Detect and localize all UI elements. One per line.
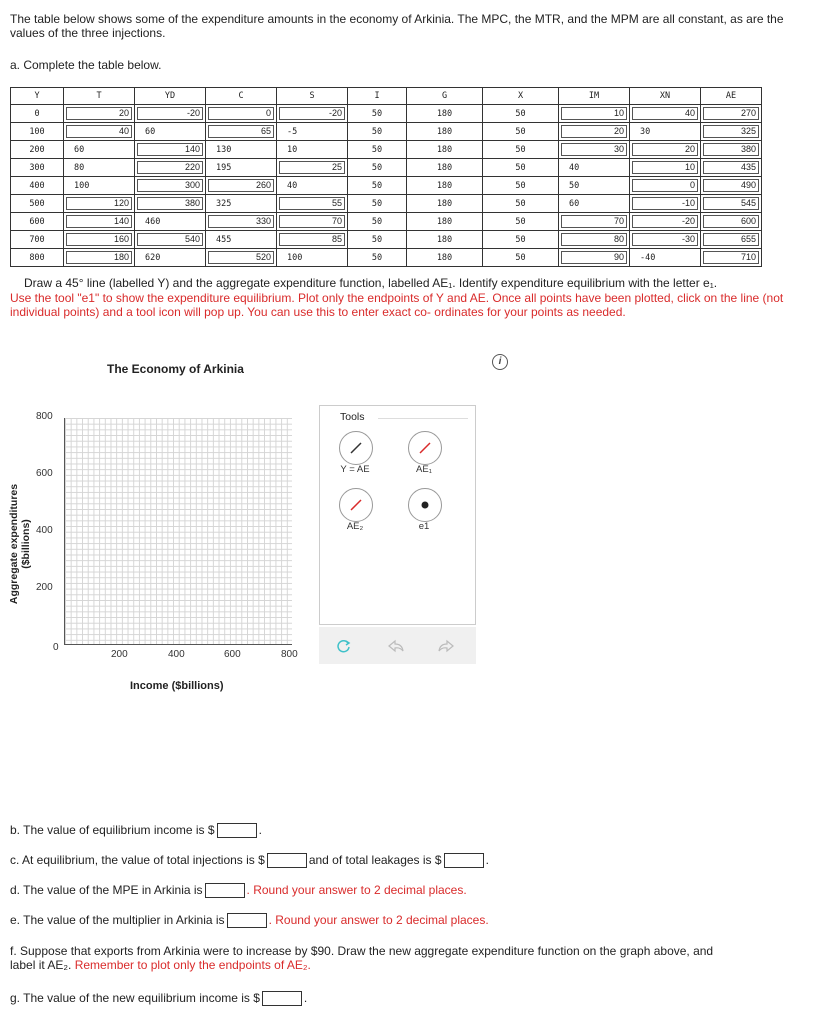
table-cell bbox=[701, 141, 762, 159]
table-cell-y: 0 bbox=[11, 105, 64, 123]
question-d bbox=[10, 883, 467, 898]
table-cell bbox=[559, 213, 630, 231]
table-cell-y: 400 bbox=[11, 177, 64, 195]
table-cell-i: 50 bbox=[348, 141, 407, 159]
table-input-im[interactable]: 80 bbox=[561, 233, 627, 246]
table-input-yd[interactable]: 220 bbox=[137, 161, 203, 174]
table-input-t[interactable]: 120 bbox=[66, 197, 132, 210]
table-cell-i: 50 bbox=[348, 231, 407, 249]
table-cell-x: 50 bbox=[483, 249, 559, 267]
instructions bbox=[10, 276, 814, 319]
table-cell bbox=[559, 249, 630, 267]
table-cell bbox=[701, 105, 762, 123]
table-input-xn[interactable]: 20 bbox=[632, 143, 698, 156]
table-cell bbox=[630, 231, 701, 249]
table-cell-s: -5 bbox=[277, 123, 348, 141]
table-cell bbox=[701, 177, 762, 195]
table-cell bbox=[277, 231, 348, 249]
table-cell bbox=[64, 195, 135, 213]
question-f-text: f. Suppose that exports from Arkinia were to increase by $90. Draw the new aggregate expenditure function on the graph above, and bbox=[10, 944, 714, 958]
x-tick: 200 bbox=[111, 649, 128, 660]
tool-ae1-label: AE₁ bbox=[416, 464, 432, 475]
table-input-ae[interactable]: 325 bbox=[703, 125, 759, 138]
column-header-t: T bbox=[64, 88, 135, 105]
table-cell bbox=[135, 105, 206, 123]
table-cell-g: 180 bbox=[407, 159, 483, 177]
table-cell bbox=[559, 231, 630, 249]
table-cell bbox=[206, 177, 277, 195]
y-tick: 400 bbox=[36, 525, 53, 536]
column-header-ae: AE bbox=[701, 88, 762, 105]
table-cell-yd: 620 bbox=[135, 249, 206, 267]
table-input-im[interactable]: 90 bbox=[561, 251, 627, 264]
x-tick: 400 bbox=[168, 649, 185, 660]
question-f-label-text: label it AE₂. bbox=[10, 958, 72, 972]
table-input-yd[interactable]: -20 bbox=[137, 107, 203, 120]
tool-y-ae-label: Y = AE bbox=[340, 464, 370, 475]
instruction-line-1: Draw a 45° line (labelled Y) and the aggregate expenditure function, labelled AE₁. Identify expenditure equilibrium with the letter e₁. bbox=[24, 276, 718, 290]
table-input-t[interactable]: 40 bbox=[66, 125, 132, 138]
y-axis-label: Aggregate expenditures ($billions) bbox=[8, 483, 32, 605]
column-header-yd: YD bbox=[135, 88, 206, 105]
total-leakages-input[interactable] bbox=[444, 853, 484, 868]
table-cell-y: 200 bbox=[11, 141, 64, 159]
table-input-yd[interactable]: 140 bbox=[137, 143, 203, 156]
question-d-text: d. The value of the MPE in Arkinia is bbox=[10, 883, 203, 897]
table-cell-yd: 460 bbox=[135, 213, 206, 231]
table-cell-i: 50 bbox=[348, 105, 407, 123]
question-c: c. At equilibrium, the value of total injections is $ and of total leakages is $ . bbox=[10, 853, 489, 867]
table-cell-i: 50 bbox=[348, 195, 407, 213]
y-tick: 600 bbox=[36, 468, 53, 479]
instruction-line-2: Use the tool "e1" to show the expenditure equilibrium. Plot only the endpoints of Y and AE. Once all points have been plotted, click on the line (not individual points) and a tool icon will pop up. You can use this to enter exact co- ordinates for your points as needed. bbox=[10, 291, 784, 319]
table-cell-g: 180 bbox=[407, 141, 483, 159]
table-input-xn[interactable]: 0 bbox=[632, 179, 698, 192]
tool-e1-button[interactable] bbox=[408, 488, 442, 522]
table-cell-x: 50 bbox=[483, 213, 559, 231]
table-row bbox=[11, 105, 762, 123]
table-cell bbox=[135, 231, 206, 249]
undo-icon[interactable] bbox=[387, 639, 405, 653]
chart-title: The Economy of Arkinia bbox=[107, 362, 244, 376]
table-row bbox=[11, 159, 762, 177]
table-row bbox=[11, 231, 762, 249]
table-cell-i: 50 bbox=[348, 123, 407, 141]
table-cell bbox=[630, 213, 701, 231]
table-cell bbox=[630, 105, 701, 123]
table-input-c[interactable]: 0 bbox=[208, 107, 274, 120]
question-b: b. The value of equilibrium income is $ . bbox=[10, 823, 262, 837]
redo-icon[interactable] bbox=[437, 639, 455, 653]
reset-icon[interactable] bbox=[336, 638, 352, 654]
table-input-ae[interactable]: 710 bbox=[703, 251, 759, 264]
point-icon bbox=[420, 500, 430, 510]
question-e-hint: . Round your answer to 2 decimal places. bbox=[268, 913, 489, 927]
table-cell-g: 180 bbox=[407, 177, 483, 195]
x-tick: 800 bbox=[281, 649, 298, 660]
table-input-im[interactable]: 70 bbox=[561, 215, 627, 228]
tool-ae2-button[interactable] bbox=[339, 488, 373, 522]
table-cell-i: 50 bbox=[348, 249, 407, 267]
table-cell bbox=[701, 159, 762, 177]
table-cell bbox=[559, 141, 630, 159]
table-cell bbox=[135, 141, 206, 159]
table-cell-y: 500 bbox=[11, 195, 64, 213]
table-input-yd[interactable]: 300 bbox=[137, 179, 203, 192]
table-cell bbox=[64, 231, 135, 249]
table-cell bbox=[135, 177, 206, 195]
table-input-ae[interactable]: 435 bbox=[703, 161, 759, 174]
column-header-s: S bbox=[277, 88, 348, 105]
table-cell bbox=[701, 213, 762, 231]
table-input-s[interactable]: 55 bbox=[279, 197, 345, 210]
table-row bbox=[11, 141, 762, 159]
x-axis-label: Income ($billions) bbox=[130, 680, 224, 692]
tools-title: Tools bbox=[340, 411, 365, 423]
table-cell-c: 325 bbox=[206, 195, 277, 213]
table-cell bbox=[630, 141, 701, 159]
table-input-im[interactable]: 30 bbox=[561, 143, 627, 156]
table-cell bbox=[630, 177, 701, 195]
table-cell bbox=[64, 213, 135, 231]
table-cell-im: 60 bbox=[559, 195, 630, 213]
new-equilibrium-income-input[interactable] bbox=[262, 991, 302, 1006]
table-cell bbox=[701, 195, 762, 213]
line-icon bbox=[349, 498, 363, 512]
intro-text: The table below shows some of the expenditure amounts in the economy of Arkinia. The MPC, the MTR, and the MPM are all constant, as are the values of the three injections. bbox=[10, 12, 784, 40]
table-cell-s: 100 bbox=[277, 249, 348, 267]
table-row bbox=[11, 213, 762, 231]
column-header-y: Y bbox=[11, 88, 64, 105]
table-input-ae[interactable]: 655 bbox=[703, 233, 759, 246]
table-cell-g: 180 bbox=[407, 231, 483, 249]
table-input-t[interactable]: 140 bbox=[66, 215, 132, 228]
table-cell-y: 800 bbox=[11, 249, 64, 267]
question-e-text: e. The value of the multiplier in Arkinia is bbox=[10, 913, 225, 927]
table-cell bbox=[206, 213, 277, 231]
part-a-label: a. Complete the table below. bbox=[10, 58, 162, 72]
table-cell-x: 50 bbox=[483, 105, 559, 123]
table-cell-i: 50 bbox=[348, 213, 407, 231]
table-cell-x: 50 bbox=[483, 159, 559, 177]
table-cell bbox=[559, 105, 630, 123]
table-input-xn[interactable]: 40 bbox=[632, 107, 698, 120]
question-g: g. The value of the new equilibrium income is $ . bbox=[10, 991, 308, 1005]
table-cell-xn: 30 bbox=[630, 123, 701, 141]
table-input-t[interactable]: 20 bbox=[66, 107, 132, 120]
table-input-im[interactable]: 10 bbox=[561, 107, 627, 120]
question-c-text: c. At equilibrium, the value of total injections is $ bbox=[10, 853, 265, 867]
table-input-xn[interactable]: 10 bbox=[632, 161, 698, 174]
table-cell-x: 50 bbox=[483, 123, 559, 141]
table-cell bbox=[701, 123, 762, 141]
table-cell-t: 100 bbox=[64, 177, 135, 195]
table-input-yd[interactable]: 540 bbox=[137, 233, 203, 246]
table-input-s[interactable]: 25 bbox=[279, 161, 345, 174]
table-input-s[interactable]: 70 bbox=[279, 215, 345, 228]
table-cell bbox=[206, 105, 277, 123]
table-cell-y: 300 bbox=[11, 159, 64, 177]
table-cell-t: 60 bbox=[64, 141, 135, 159]
table-cell bbox=[559, 123, 630, 141]
table-input-xn[interactable]: -20 bbox=[632, 215, 698, 228]
table-cell-y: 100 bbox=[11, 123, 64, 141]
table-cell bbox=[64, 123, 135, 141]
table-cell bbox=[277, 213, 348, 231]
table-cell bbox=[64, 249, 135, 267]
column-header-xn: XN bbox=[630, 88, 701, 105]
y-tick: 200 bbox=[36, 582, 53, 593]
table-cell-g: 180 bbox=[407, 213, 483, 231]
column-header-i: I bbox=[348, 88, 407, 105]
table-cell-i: 50 bbox=[348, 159, 407, 177]
table-cell-c: 130 bbox=[206, 141, 277, 159]
tool-e1-label: e1 bbox=[418, 521, 430, 532]
question-c-leakages-text: and of total leakages is $ bbox=[308, 853, 442, 867]
table-cell bbox=[135, 159, 206, 177]
table-input-c[interactable]: 65 bbox=[208, 125, 274, 138]
table-input-s[interactable]: -20 bbox=[279, 107, 345, 120]
question-b-text: b. The value of equilibrium income is $ bbox=[10, 823, 215, 837]
column-header-c: C bbox=[206, 88, 277, 105]
table-cell-s: 40 bbox=[277, 177, 348, 195]
table-input-c[interactable]: 330 bbox=[208, 215, 274, 228]
table-body bbox=[11, 105, 762, 267]
table-cell-xn: -40 bbox=[630, 249, 701, 267]
table-input-ae[interactable]: 270 bbox=[703, 107, 759, 120]
table-cell-i: 50 bbox=[348, 177, 407, 195]
tools-panel bbox=[319, 405, 476, 625]
table-input-ae[interactable]: 545 bbox=[703, 197, 759, 210]
table-cell bbox=[64, 105, 135, 123]
table-cell bbox=[277, 159, 348, 177]
table-cell bbox=[206, 123, 277, 141]
column-header-g: G bbox=[407, 88, 483, 105]
column-header-im: IM bbox=[559, 88, 630, 105]
table-cell bbox=[277, 195, 348, 213]
y-tick: 0 bbox=[53, 642, 59, 653]
table-input-s[interactable]: 85 bbox=[279, 233, 345, 246]
table-input-xn[interactable]: -10 bbox=[632, 197, 698, 210]
table-cell-x: 50 bbox=[483, 231, 559, 249]
multiplier-input[interactable] bbox=[227, 913, 267, 928]
table-cell bbox=[701, 249, 762, 267]
table-cell-c: 195 bbox=[206, 159, 277, 177]
line-icon bbox=[349, 441, 363, 455]
table-cell-im: 40 bbox=[559, 159, 630, 177]
table-input-ae[interactable]: 600 bbox=[703, 215, 759, 228]
tool-ae2-label: AE₂ bbox=[346, 521, 364, 532]
table-cell bbox=[277, 105, 348, 123]
table-cell-t: 80 bbox=[64, 159, 135, 177]
table-header-row bbox=[11, 88, 762, 105]
table-row bbox=[11, 195, 762, 213]
table-input-ae[interactable]: 490 bbox=[703, 179, 759, 192]
tools-divider bbox=[378, 418, 468, 419]
table-cell-x: 50 bbox=[483, 195, 559, 213]
table-cell bbox=[630, 159, 701, 177]
table-cell-y: 600 bbox=[11, 213, 64, 231]
table-cell bbox=[135, 195, 206, 213]
table-input-xn[interactable]: -30 bbox=[632, 233, 698, 246]
table-cell-g: 180 bbox=[407, 105, 483, 123]
table-cell-x: 50 bbox=[483, 177, 559, 195]
table-cell-y: 700 bbox=[11, 231, 64, 249]
table-cell-s: 10 bbox=[277, 141, 348, 159]
table-input-c[interactable]: 520 bbox=[208, 251, 274, 264]
question-d-hint: . Round your answer to 2 decimal places. bbox=[246, 883, 467, 897]
table-cell-g: 180 bbox=[407, 249, 483, 267]
table-input-im[interactable]: 20 bbox=[561, 125, 627, 138]
table-cell bbox=[630, 195, 701, 213]
table-cell bbox=[206, 249, 277, 267]
table-cell-x: 50 bbox=[483, 141, 559, 159]
table-cell-c: 455 bbox=[206, 231, 277, 249]
table-cell-g: 180 bbox=[407, 123, 483, 141]
table-input-c[interactable]: 260 bbox=[208, 179, 274, 192]
table-row bbox=[11, 123, 762, 141]
question-e bbox=[10, 913, 489, 928]
equilibrium-income-input[interactable] bbox=[217, 823, 257, 838]
table-input-yd[interactable]: 380 bbox=[137, 197, 203, 210]
tools-action-bar bbox=[319, 627, 476, 664]
question-f bbox=[10, 944, 800, 972]
table-cell-yd: 60 bbox=[135, 123, 206, 141]
table-row bbox=[11, 177, 762, 195]
table-input-ae[interactable]: 380 bbox=[703, 143, 759, 156]
column-header-x: X bbox=[483, 88, 559, 105]
question-f-hint: Remember to plot only the endpoints of AE₂. bbox=[74, 958, 311, 972]
table-cell-im: 50 bbox=[559, 177, 630, 195]
y-tick: 800 bbox=[36, 411, 53, 422]
table-row bbox=[11, 249, 762, 267]
graph-canvas[interactable] bbox=[64, 418, 292, 645]
line-icon bbox=[418, 441, 432, 455]
table-cell-g: 180 bbox=[407, 195, 483, 213]
table-cell bbox=[701, 231, 762, 249]
expenditure-table bbox=[10, 87, 762, 267]
table-input-t[interactable]: 180 bbox=[66, 251, 132, 264]
question-g-text: g. The value of the new equilibrium income is $ bbox=[10, 991, 260, 1005]
x-tick: 600 bbox=[224, 649, 241, 660]
info-icon[interactable]: i bbox=[492, 354, 508, 370]
mpe-input[interactable] bbox=[205, 883, 245, 898]
total-injections-input[interactable] bbox=[267, 853, 307, 868]
tool-ae1-button[interactable] bbox=[408, 431, 442, 465]
tool-y-ae-button[interactable] bbox=[339, 431, 373, 465]
table-input-t[interactable]: 160 bbox=[66, 233, 132, 246]
